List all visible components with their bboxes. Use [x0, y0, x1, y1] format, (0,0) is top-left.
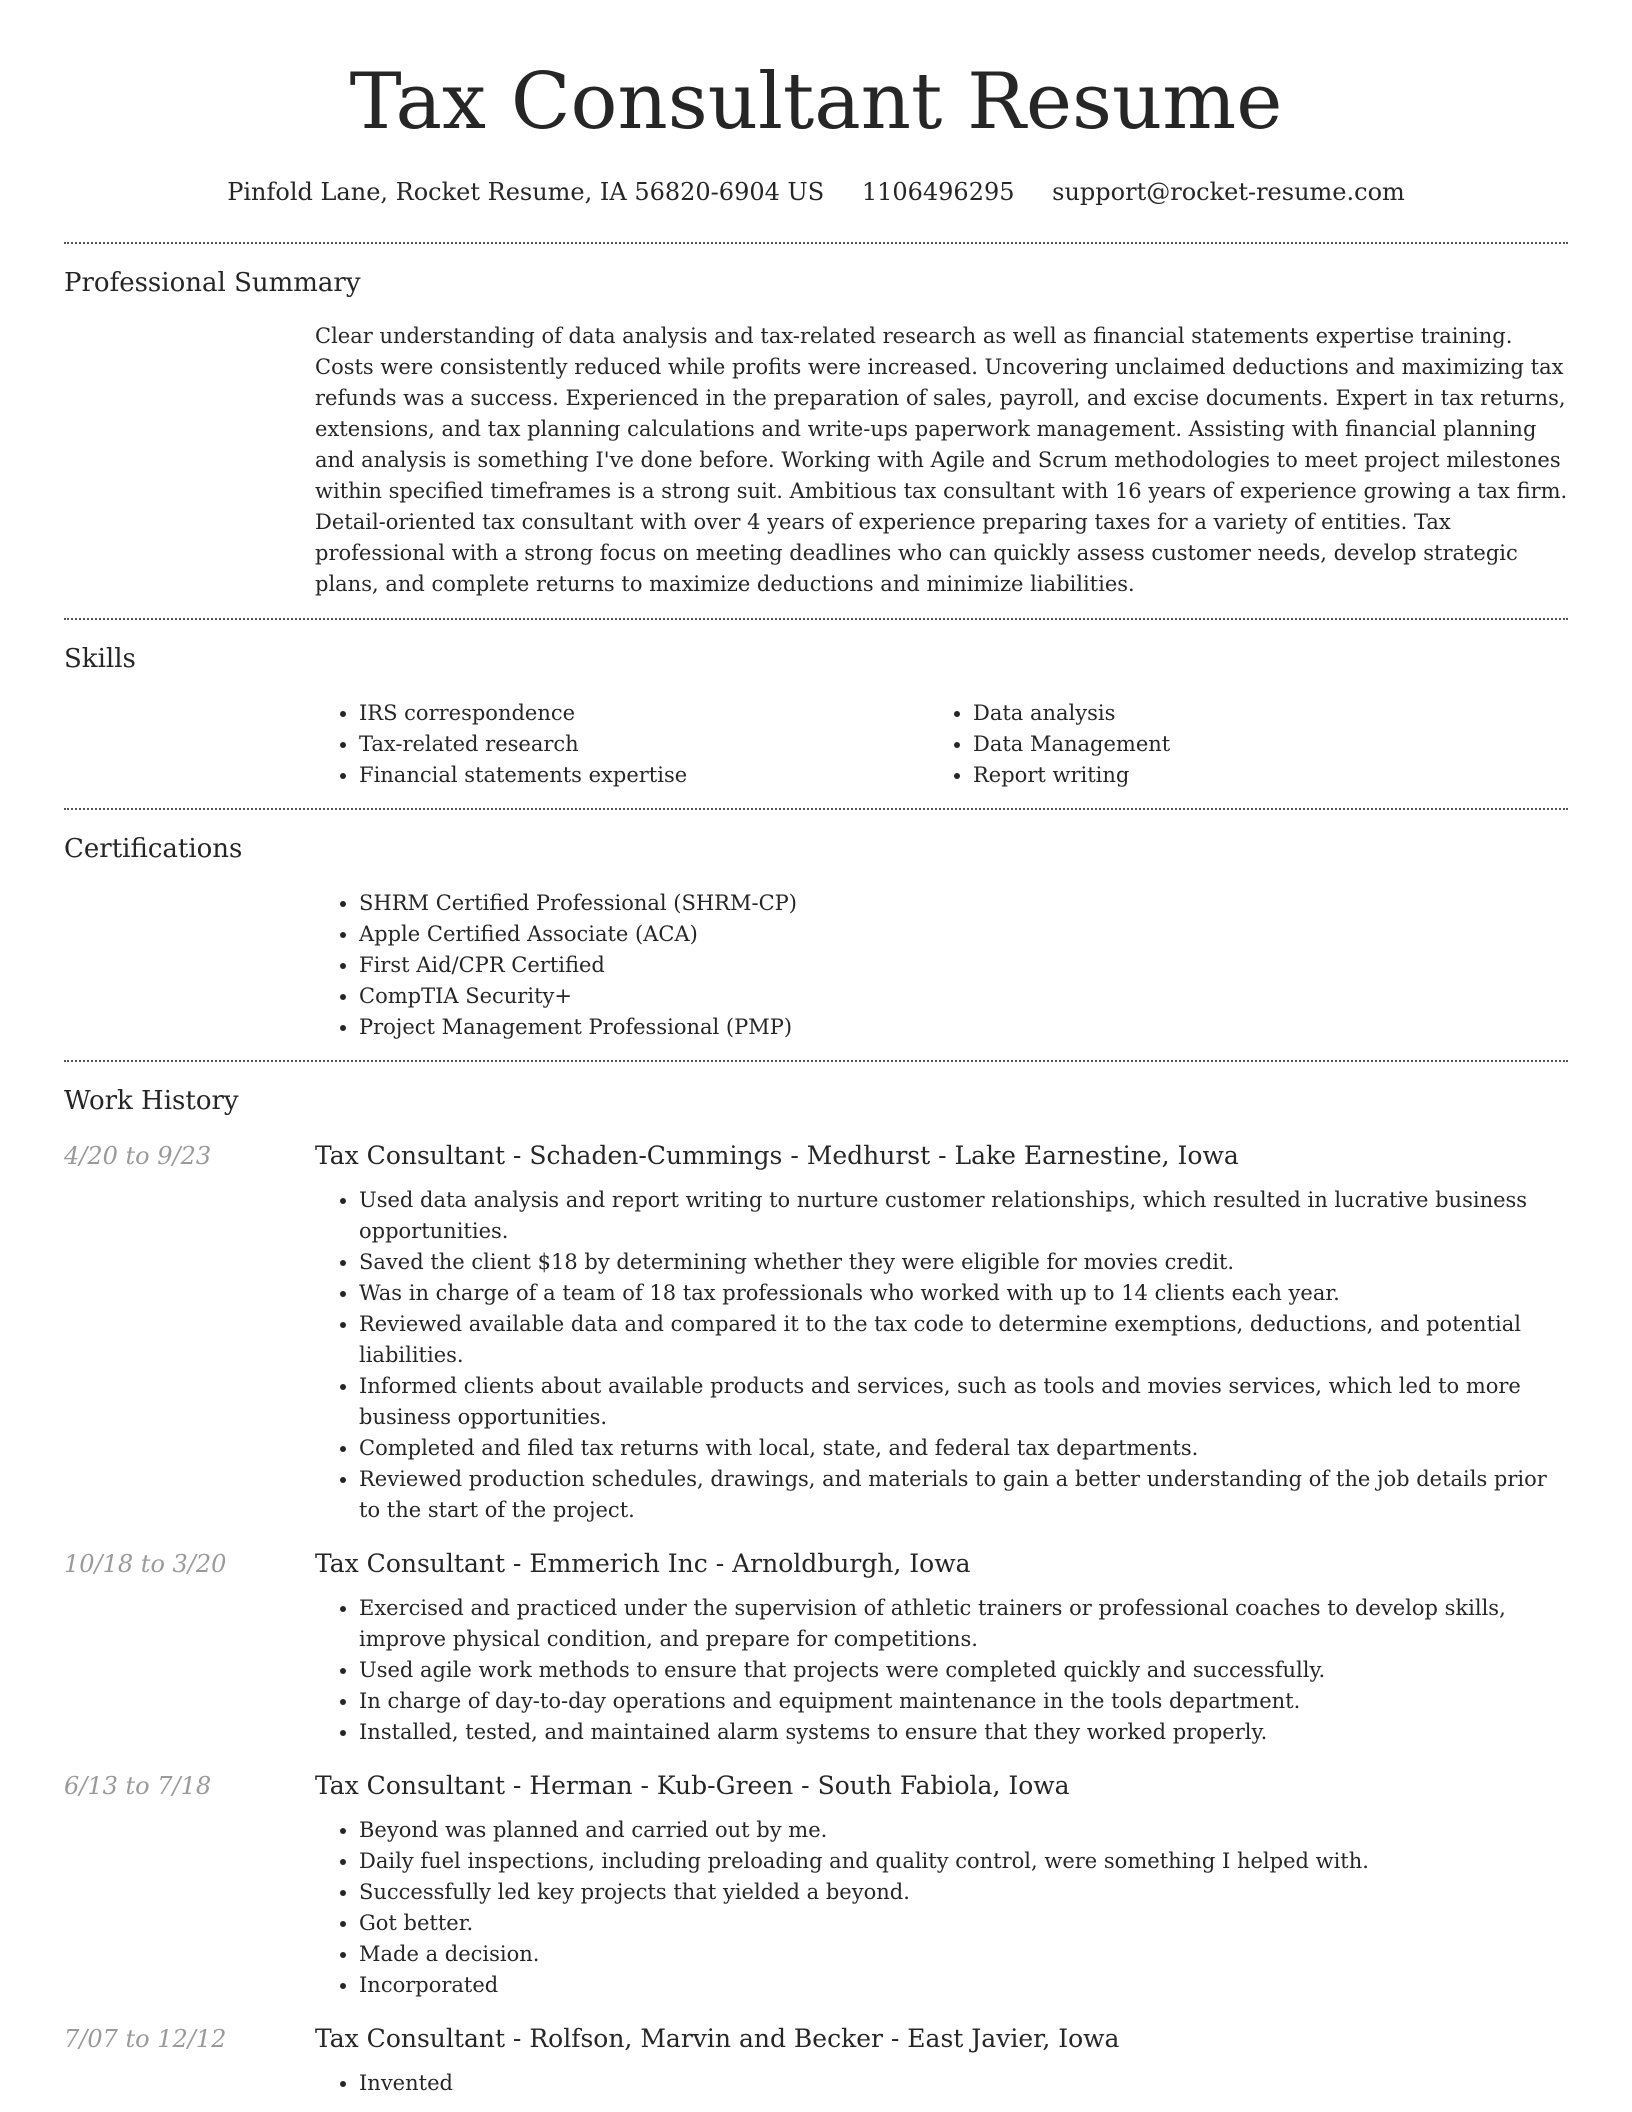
job-bullet: • Incorporated [359, 1970, 1568, 2001]
job-bullet: • Got better. [359, 1908, 1568, 1939]
summary-body [315, 321, 1568, 600]
job-bullet: • Made a decision. [359, 1939, 1568, 1970]
skill-item: • Report writing [973, 760, 1543, 791]
skills-grid [315, 698, 1568, 791]
job-details [315, 1548, 1568, 1748]
job-bullet: • Used agile work methods to ensure that projects were completed quickly and successfully. [359, 1655, 1568, 1686]
section-heading-certifications: Certifications [64, 834, 243, 864]
work-history-section [64, 1062, 1568, 2099]
job-entry [64, 1548, 1568, 1748]
job-dates: 10/18 to 3/20 [64, 1550, 227, 1578]
skills-body [315, 698, 1568, 791]
section-heading-skills: Skills [64, 644, 136, 674]
job-entry [64, 2023, 1568, 2099]
skill-item: • Data Management [973, 729, 1543, 760]
certifications-list [315, 888, 1568, 1043]
job-bullet: • Reviewed available data and compared it to the tax code to determine exemptions, deductions, and potential liabilities. [359, 1309, 1568, 1371]
job-bullet: • Exercised and practiced under the supervision of athletic trainers or professional coaches to develop skills, improve physical condition, and prepare for competitions. [359, 1593, 1568, 1655]
job-bullet: • Used data analysis and report writing to nurture customer relationships, which resulted in lucrative business opportunities. [359, 1185, 1568, 1247]
certification-item: • SHRM Certified Professional (SHRM-CP) [359, 888, 1568, 919]
job-bullet: • Reviewed production schedules, drawings, and materials to gain a better understanding of the job details prior to the start of the project. [359, 1464, 1568, 1526]
job-title: Tax Consultant - Schaden-Cummings - Medhurst - Lake Earnestine, Iowa [315, 1141, 1239, 1170]
job-dates: 6/13 to 7/18 [64, 1772, 212, 1800]
section-heading-summary: Professional Summary [64, 268, 361, 298]
job-bullet: • Informed clients about available products and services, such as tools and movies services, which led to more business opportunities. [359, 1371, 1568, 1433]
job-bullet: • In charge of day-to-day operations and equipment maintenance in the tools department. [359, 1686, 1568, 1717]
skills-section [64, 620, 1568, 791]
job-title: Tax Consultant - Herman - Kub-Green - South Fabiola, Iowa [315, 1771, 1070, 1800]
job-details [315, 1770, 1568, 2001]
job-bullets [315, 1593, 1568, 1748]
certifications-body [315, 888, 1568, 1043]
skills-list-left [315, 698, 929, 791]
summary-text: Clear understanding of data analysis and tax-related research as well as financial statements expertise training. Costs were consistently reduced while profits were increased. Uncovering unclaimed deductions and maximizing tax refunds was a success. Experienced in the preparation of sales, payroll, and excise documents. Expert in tax returns, extensions, and tax planning calculations and write-ups paperwork management. Assisting with financial planning and analysis is something I've done before. Working with Agile and Scrum methodologies to meet project milestones within specified timeframes is a strong suit. Ambitious tax consultant with 16 years of experience growing a tax firm. Detail-oriented tax consultant with over 4 years of experience preparing taxes for a variety of entities. Tax professional with a strong focus on meeting deadlines who can quickly assess customer needs, develop strategic plans, and complete returns to maximize deductions and minimize liabilities. [315, 324, 1568, 596]
skill-item: • IRS correspondence [359, 698, 929, 729]
job-bullet: • Invented [359, 2068, 1568, 2099]
certification-item: • Project Management Professional (PMP) [359, 1012, 1568, 1043]
contact-line [64, 176, 1568, 208]
job-bullets [315, 1815, 1568, 2001]
job-details [315, 2023, 1568, 2099]
resume-header [64, 0, 1568, 208]
job-bullets [315, 1185, 1568, 1526]
job-dates: 4/20 to 9/23 [64, 1142, 212, 1170]
job-title: Tax Consultant - Emmerich Inc - Arnoldburgh, Iowa [315, 1549, 971, 1578]
job-details [315, 1140, 1568, 1526]
skill-item: • Financial statements expertise [359, 760, 929, 791]
job-entry [64, 1140, 1568, 1526]
contact-phone: 1106496295 [861, 178, 1015, 206]
certifications-section [64, 810, 1568, 1043]
certification-item: • First Aid/CPR Certified [359, 950, 1568, 981]
skill-item: • Data analysis [973, 698, 1543, 729]
skills-column-left [315, 698, 929, 791]
job-entry [64, 1770, 1568, 2001]
job-bullet: • Installed, tested, and maintained alarm systems to ensure that they worked properly. [359, 1717, 1568, 1748]
contact-email: support@rocket-resume.com [1052, 178, 1405, 206]
skill-item: • Tax-related research [359, 729, 929, 760]
skills-list-right [929, 698, 1543, 791]
resume-title: Tax Consultant Resume [349, 57, 1283, 147]
job-dates: 7/07 to 12/12 [64, 2025, 227, 2053]
job-bullet: • Beyond was planned and carried out by me. [359, 1815, 1568, 1846]
job-bullet: • Successfully led key projects that yielded a beyond. [359, 1877, 1568, 1908]
job-bullet: • Saved the client $18 by determining whether they were eligible for movies credit. [359, 1247, 1568, 1278]
job-bullet: • Daily fuel inspections, including preloading and quality control, were something I helped with. [359, 1846, 1568, 1877]
certification-item: • CompTIA Security+ [359, 981, 1568, 1012]
job-bullet: • Was in charge of a team of 18 tax professionals who worked with up to 14 clients each year. [359, 1278, 1568, 1309]
skills-column-right [929, 698, 1543, 791]
section-heading-work-history: Work History [64, 1086, 239, 1116]
professional-summary-section [64, 244, 1568, 600]
job-bullets [315, 2068, 1568, 2099]
job-title: Tax Consultant - Rolfson, Marvin and Becker - East Javier, Iowa [315, 2024, 1120, 2053]
job-bullet: • Completed and filed tax returns with local, state, and federal tax departments. [359, 1433, 1568, 1464]
certification-item: • Apple Certified Associate (ACA) [359, 919, 1568, 950]
contact-address: Pinfold Lane, Rocket Resume, IA 56820-6904 US [227, 178, 825, 206]
